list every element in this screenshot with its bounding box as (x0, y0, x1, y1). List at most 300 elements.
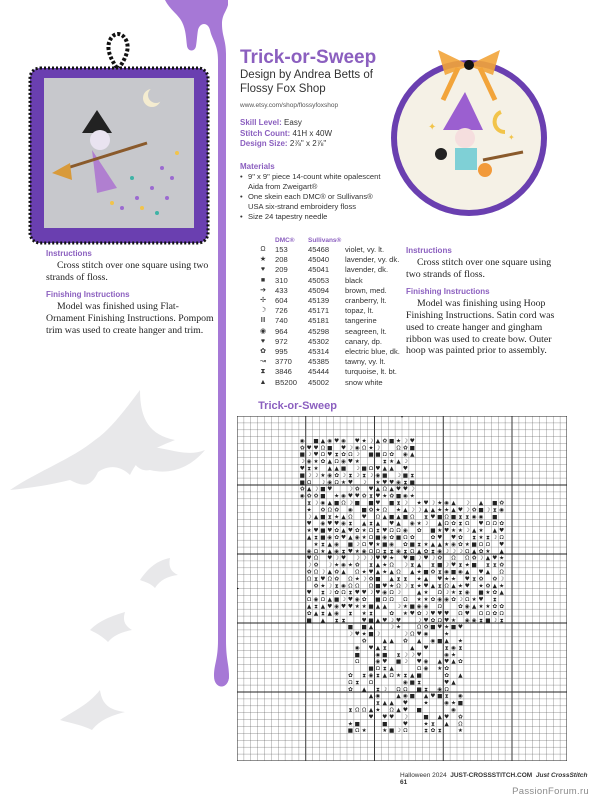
stitch-symbol: ♥ (396, 486, 402, 493)
stitch-symbol: ★ (478, 534, 484, 541)
stitch-symbol: Ω (368, 679, 374, 686)
stitch-symbol: Ω (375, 548, 381, 555)
triangle-symbol: ▲ (259, 378, 267, 386)
stitch-symbol: ▲ (375, 521, 381, 528)
stitch-symbol: ♥ (354, 631, 360, 638)
stitch-symbol: ✿ (361, 638, 367, 645)
stitch-symbol: Ω (320, 445, 326, 452)
stitch-symbol: ⧗ (437, 728, 442, 735)
stitch-symbol: ◉ (299, 493, 305, 500)
stitch-symbol: ★ (313, 541, 319, 548)
color-name: canary, dp. (345, 336, 383, 346)
stitch-symbol: ☽ (375, 631, 381, 638)
stitch-symbol: ▲ (444, 721, 449, 728)
stitch-symbol: ♥ (402, 721, 408, 728)
stitch-symbol: ▲ (417, 562, 422, 569)
stitch-symbol: ★ (402, 610, 408, 617)
stitch-symbol: ◉ (347, 507, 353, 514)
stitch-symbol: ⧗ (369, 521, 374, 528)
stitch-symbol: Ω (389, 597, 394, 604)
stitch-symbol: ✿ (334, 507, 340, 514)
stitch-symbol: ★ (457, 528, 463, 535)
stitch-symbol: ♥ (437, 624, 443, 631)
stitch-symbol: ♥ (409, 438, 415, 445)
stitch-symbol: ✿ (416, 610, 422, 617)
stitch-symbol: ▲ (417, 638, 422, 645)
stitch-symbol: ▲ (485, 569, 491, 576)
stitch-symbol: ♥ (402, 486, 408, 493)
key-row (254, 347, 403, 357)
stitch-symbol: ⧗ (492, 507, 497, 514)
stitch-symbol: ✿ (458, 603, 463, 610)
stitch-symbol: ▲ (320, 617, 326, 624)
stitch-symbol: ✿ (403, 541, 408, 548)
stitch-symbol: ★ (382, 562, 388, 569)
stitch-symbol: ■ (409, 541, 415, 548)
stitch-symbol: ⧗ (485, 562, 490, 569)
stitch-symbol: ◉ (375, 659, 381, 666)
stitch-symbol: ⧗ (375, 700, 380, 707)
stitch-symbol: Ω (307, 597, 312, 604)
stitch-symbol: ▲ (410, 452, 415, 459)
stitch-symbol: ☽ (354, 452, 360, 459)
bat-silhouettes (0, 380, 230, 760)
dmc-number: 995 (275, 347, 288, 357)
stitch-symbol: ■ (382, 721, 388, 728)
stitch-symbol: ☽ (402, 583, 408, 590)
stitch-symbol: ☽ (306, 562, 312, 569)
stitch-symbol: ✿ (403, 445, 408, 452)
stitch-symbol: ♥ (375, 555, 381, 562)
stitch-symbol: ✿ (334, 590, 340, 597)
stitch-symbol: ■ (368, 603, 374, 610)
stitch-symbol: ♥ (464, 610, 470, 617)
stitch-symbol: ⧗ (341, 548, 346, 555)
key-row (254, 286, 403, 296)
stitch-symbol: ♥ (423, 555, 429, 562)
stitch-symbol: ★ (361, 569, 367, 576)
stitch-symbol: ⧗ (348, 610, 353, 617)
stitch-symbol: ▲ (451, 679, 456, 686)
stitch-symbol: ✿ (430, 617, 436, 624)
stitch-symbol: ★ (334, 562, 340, 569)
stitch-symbol: ⧗ (334, 617, 339, 624)
stitch-symbol: ♥ (478, 569, 484, 576)
stitch-symbol: ▲ (375, 617, 381, 624)
stitch-symbol: ◉ (423, 659, 429, 666)
issue-name: Halloween 2024 (400, 772, 447, 779)
brand-name: Just CrossStitch (535, 772, 588, 779)
spade-symbol: ✢ (260, 297, 266, 305)
stitch-symbol: ♥ (368, 569, 374, 576)
stitch-symbol: ★ (444, 507, 450, 514)
stitch-symbol: ✿ (485, 583, 491, 590)
stitch-symbol: ◉ (341, 562, 347, 569)
stitch-symbol: ★ (499, 555, 505, 562)
stitch-symbol: ♥ (492, 555, 498, 562)
stitch-symbol: ✿ (499, 500, 505, 507)
stitch-symbol: ✿ (451, 521, 456, 528)
stitch-symbol: ■ (395, 534, 402, 541)
stitch-symbol: ▲ (403, 507, 408, 514)
stitch-symbol: ◉ (382, 534, 388, 541)
stitch-symbol: ♥ (430, 610, 436, 617)
stitch-symbol: Ω (368, 465, 374, 472)
stitch-symbol: ★ (334, 514, 340, 521)
stitch-symbol: ♥ (368, 541, 374, 548)
stitch-symbol: ▲ (396, 521, 401, 528)
stitch-symbol: ✿ (299, 486, 305, 493)
stitch-symbol: ♥ (423, 645, 429, 652)
stitch-symbol: ♥ (423, 500, 429, 507)
stitch-symbol: ♥ (430, 693, 436, 700)
stitch-symbol: ■ (375, 597, 381, 604)
skill-label: Skill Level: (240, 118, 282, 127)
stitch-symbol: Ω (403, 686, 408, 693)
stitch-symbol: ★ (437, 528, 443, 535)
stitch-symbol: ♥ (327, 486, 333, 493)
stitch-symbol: ◉ (327, 472, 333, 479)
stitch-symbol: ■ (395, 659, 402, 666)
stitch-symbol: ▲ (382, 700, 387, 707)
stitch-symbol: ✿ (430, 728, 436, 735)
stitch-symbol: ⧗ (444, 645, 449, 652)
stitch-symbol: ■ (389, 728, 395, 735)
stitch-symbol: ▲ (320, 603, 326, 610)
stitch-symbol: ★ (423, 700, 429, 707)
stitch-symbol: Ω (437, 617, 442, 624)
stitch-symbol: ■ (320, 534, 326, 541)
stitch-symbol: ⧗ (437, 569, 442, 576)
stitch-symbol: ☽ (313, 486, 319, 493)
stitch-symbol: ☽ (313, 472, 319, 479)
sullivans-number: 45053 (308, 275, 330, 285)
stitch-symbol: ☽ (402, 500, 408, 507)
stitch-symbol: ■ (423, 714, 429, 721)
stitch-symbol: Ω (362, 445, 367, 452)
stitch-symbol: ♥ (478, 597, 484, 604)
stitch-symbol: ◉ (451, 645, 457, 652)
stitch-symbol: ☽ (402, 659, 408, 666)
stitch-symbol: ■ (299, 479, 305, 486)
stitch-symbol: ✿ (492, 610, 498, 617)
stitch-symbol: ◉ (327, 479, 333, 486)
project-specs (240, 118, 332, 150)
stitch-symbol: ♥ (313, 445, 319, 452)
stitch-symbol: ■ (299, 452, 305, 459)
stitch-symbol: ✿ (409, 534, 415, 541)
stitch-symbol: ♥ (457, 507, 463, 514)
dmc-number: 972 (275, 336, 288, 346)
star-symbol: ★ (259, 256, 267, 264)
stitch-symbol: ⧗ (458, 590, 463, 597)
stitch-symbol: ☽ (347, 500, 353, 507)
stitch-symbol: ☽ (416, 617, 422, 624)
stitch-symbol: ■ (389, 500, 395, 507)
stitch-symbol: ▲ (492, 583, 497, 590)
stitch-symbol: ♥ (306, 590, 312, 597)
stitch-symbol: ■ (382, 541, 388, 548)
stitch-symbol: ♥ (416, 659, 422, 666)
stitch-symbol: ▲ (423, 507, 429, 514)
stitch-symbol: ◉ (389, 541, 395, 548)
stitch-symbol: ◉ (341, 493, 347, 500)
stitch-symbol: ▲ (430, 541, 436, 548)
stitch-symbol: ★ (409, 493, 415, 500)
sullivans-number: 45139 (308, 296, 330, 306)
stitch-symbol: ♥ (499, 541, 505, 548)
stitch-symbol: ★ (478, 528, 484, 535)
stitch-symbol: Ω (465, 597, 470, 604)
sullivans-number: 45314 (308, 347, 330, 357)
stitch-symbol: ★ (396, 438, 402, 445)
chart-title: Trick-or-Sweep (258, 400, 337, 412)
stitch-symbol: ★ (389, 459, 395, 466)
stitch-symbol: Ω (389, 672, 394, 679)
stitch-symbol: ☽ (361, 576, 367, 583)
omega-symbol: Ω (260, 246, 266, 253)
material-item: • One skein each DMC® or Sullivans® USA six-strand embroidery floss (240, 192, 385, 212)
stitch-symbol: ★ (485, 590, 491, 597)
stitch-symbol: ♥ (451, 562, 457, 569)
stitch-symbol: ★ (334, 493, 340, 500)
stitch-symbol: ✿ (458, 541, 463, 548)
stitch-symbol: ▲ (410, 569, 415, 576)
stitch-symbol: ⧗ (334, 583, 339, 590)
stitch-symbol: ♥ (347, 479, 353, 486)
stitch-symbol: ♥ (375, 590, 381, 597)
stitch-symbol: ⧗ (396, 576, 401, 583)
stitch-symbol: Ω (437, 603, 442, 610)
stitch-symbol: ▲ (492, 528, 497, 535)
stitch-symbol: ★ (437, 666, 443, 673)
stitch-symbol: ⧗ (458, 645, 463, 652)
stitch-symbol: ■ (450, 514, 457, 521)
stitch-symbol: ◉ (354, 534, 360, 541)
stitch-symbol: ▲ (362, 521, 367, 528)
stitch-symbol: ▲ (417, 590, 422, 597)
stitch-symbol: ☽ (478, 555, 484, 562)
key-row (254, 245, 403, 255)
stitch-symbol: ☽ (327, 583, 333, 590)
stitch-symbol: ★ (423, 541, 429, 548)
stitch-symbol: ■ (402, 472, 409, 479)
color-name: brown, med. (345, 285, 387, 295)
stitch-symbol: ✿ (306, 569, 312, 576)
stitch-symbol: ♥ (402, 465, 408, 472)
stitch-symbol: ◉ (320, 521, 326, 528)
stitch-symbol: ▲ (499, 590, 504, 597)
stitch-symbol: ☽ (409, 507, 415, 514)
stitch-symbol: ■ (457, 700, 464, 707)
stitch-symbol: ★ (347, 562, 353, 569)
stitch-symbol: ★ (361, 603, 367, 610)
stitch-symbol: ⧗ (314, 576, 319, 583)
cross-stitch-chart (237, 416, 567, 761)
stitch-symbol: ♥ (347, 528, 353, 535)
stitch-symbol: ⧗ (479, 617, 484, 624)
stitch-symbol: ▲ (437, 659, 442, 666)
stitch-symbol: ★ (437, 507, 443, 514)
stitch-symbol: ✿ (354, 562, 360, 569)
stitch-symbol: ▲ (307, 603, 312, 610)
stitch-symbol: ✿ (334, 576, 340, 583)
stitch-symbol: ⧗ (458, 514, 463, 521)
stitch-symbol: ▲ (327, 541, 332, 548)
stitch-symbol: ★ (313, 465, 319, 472)
stitch-symbol: ▲ (327, 500, 332, 507)
stitch-symbol: ✿ (320, 507, 326, 514)
stitch-symbol: ✿ (471, 555, 477, 562)
stitch-symbol: ☽ (396, 603, 402, 610)
stitch-symbol: ◉ (327, 438, 333, 445)
stitch-symbol: ■ (402, 514, 409, 521)
stitch-symbol: ★ (457, 583, 463, 590)
stitch-symbol: ■ (382, 472, 388, 479)
stitch-symbol: ◉ (464, 590, 470, 597)
stitch-symbol: ★ (423, 721, 429, 728)
hourglass-symbol: ⧗ (260, 368, 266, 376)
stitch-symbol: ▲ (368, 693, 374, 700)
dmc-number: 740 (275, 316, 288, 326)
key-row (254, 255, 403, 265)
stitch-symbol: ▲ (396, 514, 401, 521)
stitch-symbol: Ω (382, 452, 387, 459)
stitch-symbol: Ω (327, 507, 332, 514)
stitch-symbol: ⧗ (430, 721, 435, 728)
dmc-number: 3846 (275, 367, 292, 377)
stitch-symbol: ★ (389, 555, 395, 562)
stitch-symbol: ◉ (437, 686, 443, 693)
stitch-symbol: ☽ (499, 576, 505, 583)
stitch-symbol: ✿ (313, 583, 319, 590)
stitch-symbol: ◉ (444, 652, 450, 659)
stitch-symbol: ■ (320, 528, 326, 535)
stitch-symbol: ◉ (430, 638, 436, 645)
stitch-symbol: ★ (423, 590, 429, 597)
shop-url[interactable]: www.etsy.com/shop/flossyfoxshop (240, 102, 339, 109)
stitch-symbol: ♥ (444, 659, 450, 666)
hoop-photo (383, 20, 553, 232)
stitch-symbol: ✿ (444, 666, 450, 673)
stitch-symbol: ♥ (382, 479, 388, 486)
stitch-symbol: ♥ (382, 555, 388, 562)
stitch-symbol: ♥ (382, 617, 388, 624)
stitch-symbol: ■ (478, 507, 484, 514)
stitch-symbol: Ω (355, 569, 360, 576)
stitch-symbol: ▲ (375, 486, 381, 493)
stitch-symbol: Ω (492, 521, 497, 528)
stitch-symbol: ■ (409, 555, 415, 562)
stitch-symbol: ★ (361, 631, 367, 638)
key-row (254, 276, 403, 286)
svg-text:✦: ✦ (508, 133, 515, 142)
stitch-symbol: ■ (409, 479, 415, 486)
arrow-symbol: ➔ (260, 286, 266, 294)
stitch-symbol: ◉ (402, 528, 408, 535)
stitch-symbol: Ω (348, 576, 353, 583)
stitch-symbol: ✿ (306, 610, 312, 617)
stitch-symbol: ♥ (347, 603, 353, 610)
stitch-symbol: ☽ (409, 486, 415, 493)
stitch-symbol: ▲ (327, 569, 332, 576)
stitch-symbol: ⧗ (327, 514, 332, 521)
stitch-symbol: Ω (362, 707, 367, 714)
stitch-symbol: ★ (416, 597, 422, 604)
stitch-symbol: Ω (444, 521, 449, 528)
stitch-symbol: Ω (465, 555, 470, 562)
stitch-symbol: ★ (396, 672, 402, 679)
stitch-symbol: Ω (465, 521, 470, 528)
stitch-symbol: ⧗ (382, 459, 387, 466)
stitch-symbol: ♥ (451, 534, 457, 541)
stitch-symbol: ⧗ (348, 521, 353, 528)
sullivans-number: 45040 (308, 255, 330, 265)
stitch-symbol: ☽ (354, 472, 360, 479)
stitch-symbol: Ω (334, 459, 339, 466)
stitch-symbol: ✿ (389, 610, 395, 617)
stitch-symbol: ◉ (423, 631, 429, 638)
stitch-symbol: ♥ (457, 624, 463, 631)
stitch-symbol: ☽ (423, 521, 429, 528)
stitch-symbol: ★ (437, 500, 443, 507)
stitch-symbol: ♥ (416, 631, 422, 638)
stitch-symbol: Ω (444, 583, 449, 590)
stitch-symbol: ▲ (396, 459, 401, 466)
stitch-symbol: Ω (341, 500, 346, 507)
stitch-symbol: ☽ (327, 590, 333, 597)
stitch-symbol: ▲ (382, 465, 387, 472)
stitch-symbol: ◉ (444, 569, 450, 576)
stitch-symbol: ■ (416, 672, 422, 679)
stitch-symbol: Ω (334, 479, 339, 486)
stitch-symbol: ▲ (423, 576, 429, 583)
stitch-symbol: ☽ (389, 617, 395, 624)
stitch-symbol: ♥ (444, 617, 450, 624)
stitch-symbol: ♥ (334, 521, 340, 528)
stitch-symbol: Ω (403, 728, 408, 735)
stitch-symbol: ◉ (341, 438, 347, 445)
stitch-symbol: ⧗ (458, 562, 463, 569)
stitch-symbol: ⧗ (430, 562, 435, 569)
stitch-symbol: ⧗ (403, 672, 408, 679)
stitch-symbol: ✿ (348, 686, 353, 693)
color-name: lavender, vy. dk. (345, 255, 400, 265)
stitch-symbol: ▲ (341, 569, 346, 576)
stitch-symbol: ✿ (306, 493, 312, 500)
stitch-symbol: ☽ (368, 472, 374, 479)
stitch-symbol: ☽ (347, 445, 353, 452)
stitch-symbol: ♥ (464, 576, 470, 583)
stitch-symbol: ★ (389, 583, 395, 590)
stitch-symbol: Ω (382, 486, 387, 493)
stitch-symbol: Ω (478, 610, 484, 617)
stitch-symbol: ■ (492, 514, 498, 521)
stitch-symbol: ☽ (334, 555, 340, 562)
stitch-symbol: ★ (375, 507, 381, 514)
stitch-symbol: ▲ (472, 603, 477, 610)
stitch-symbol: ★ (464, 562, 470, 569)
stitch-symbol: ▲ (478, 500, 484, 507)
stitch-symbol: ☽ (341, 597, 347, 604)
stitch-symbol: ■ (485, 617, 491, 624)
stitch-symbol: ★ (396, 624, 402, 631)
stitch-symbol: ▲ (375, 645, 381, 652)
stitch-symbol: ★ (478, 583, 484, 590)
stitch-symbol: ☽ (430, 500, 436, 507)
stitch-symbol: ■ (306, 617, 312, 624)
stitch-symbol: ✿ (354, 486, 360, 493)
